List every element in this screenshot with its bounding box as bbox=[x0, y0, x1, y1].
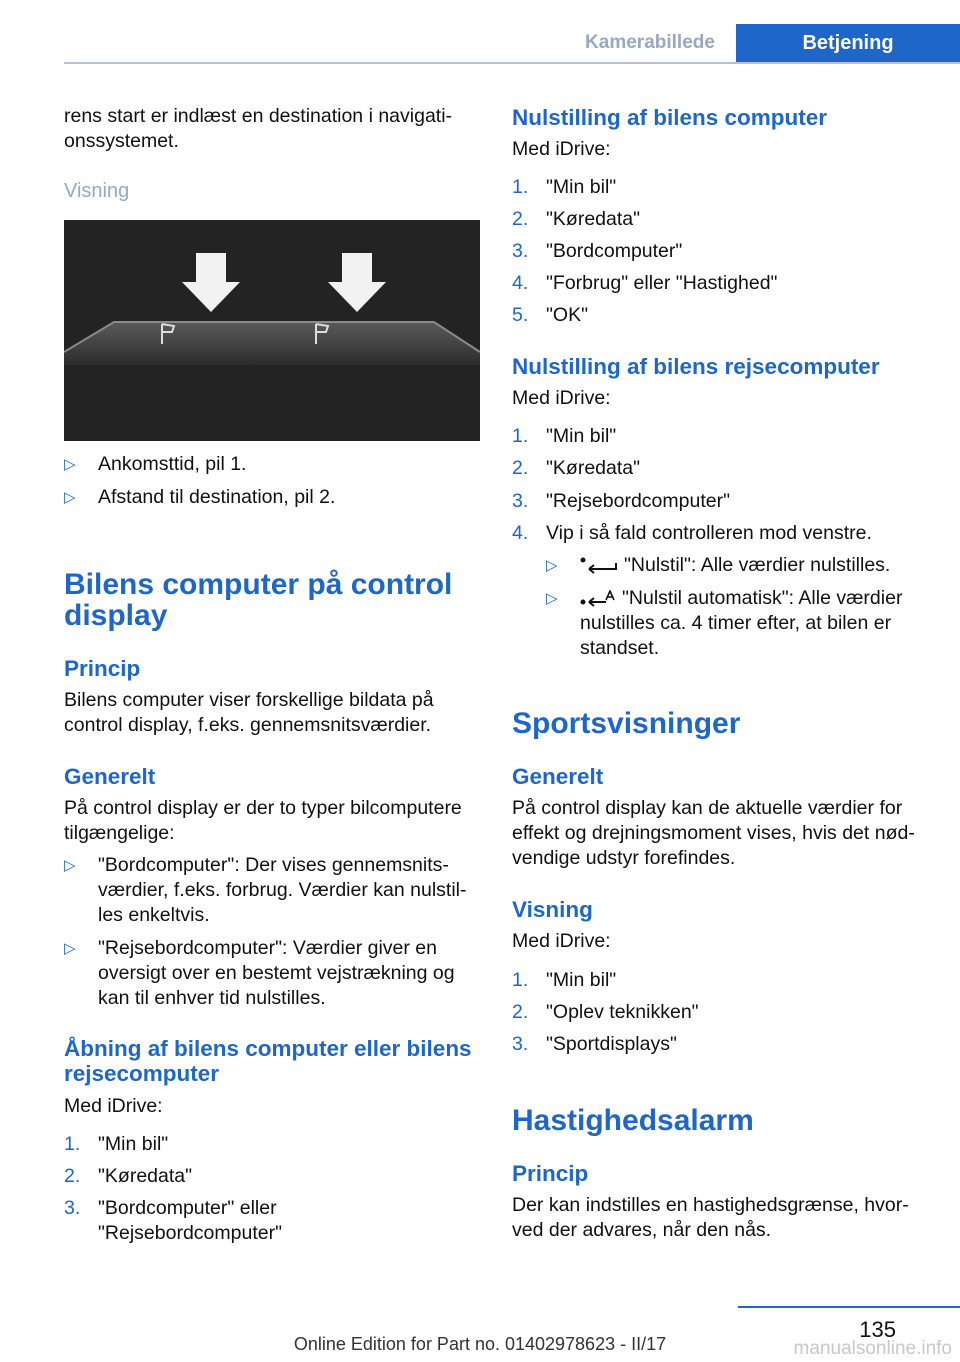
section-title: Sportsvisninger bbox=[512, 707, 741, 740]
active-section-tab[interactable]: Betjening bbox=[736, 24, 960, 62]
reset-icon bbox=[580, 557, 618, 575]
paragraph: Bilens computer viser forskellige bildata på control display, f.eks. gennemsnitsværdier. bbox=[64, 689, 434, 736]
auto-reset-icon bbox=[580, 590, 616, 608]
subsection-title: Åbning af bilens computer eller bilens rejsecomputer bbox=[64, 1036, 472, 1086]
paragraph: På control display kan de aktuelle værdier for effekt og drejningsmoment vises, hvis det nød- vendige udstyr forefindes. bbox=[512, 797, 915, 869]
subsection-title: Princip bbox=[512, 1161, 589, 1186]
subsection-title: Generelt bbox=[64, 764, 156, 789]
section-title: Bilens computer på control display bbox=[64, 568, 453, 632]
edition-footer: Online Edition for Part no. 01402978623 - II/17 bbox=[293, 1334, 667, 1354]
header-rule bbox=[64, 62, 960, 64]
subsection-title: Nulstilling af bilens rejsecomputer bbox=[512, 354, 880, 379]
intro-text: rens start er indlæst en destination i navigati- onssystemet. bbox=[64, 105, 453, 152]
bullet-icon: ▷ bbox=[64, 940, 76, 957]
subsection-title: Generelt bbox=[512, 764, 604, 789]
subsection-title: Nulstilling af bilens computer bbox=[512, 105, 828, 130]
bullet-icon: ▷ bbox=[546, 590, 558, 607]
paragraph: Med iDrive: bbox=[512, 930, 611, 952]
section-title: Hastighedsalarm bbox=[512, 1104, 754, 1137]
arrival-display-figure bbox=[64, 220, 480, 441]
arrow-down-icon bbox=[328, 253, 386, 312]
watermark: manualsonline.info bbox=[793, 1338, 952, 1359]
footer-rule bbox=[738, 1306, 960, 1308]
display-illustration bbox=[64, 220, 480, 441]
header-tabs bbox=[564, 24, 960, 62]
paragraph: Med iDrive: bbox=[512, 387, 611, 409]
bullet-icon: ▷ bbox=[64, 456, 76, 473]
paragraph: Med iDrive: bbox=[512, 138, 611, 160]
section-tab[interactable]: Kamerabillede bbox=[564, 24, 736, 62]
subsection-title: Princip bbox=[64, 656, 141, 681]
display-bar bbox=[64, 322, 480, 365]
bullet-icon: ▷ bbox=[64, 489, 76, 506]
page-number: 135 bbox=[859, 1317, 896, 1342]
subsection-title: Visning bbox=[512, 897, 593, 922]
paragraph: Med iDrive: bbox=[64, 1095, 163, 1117]
bullet-icon: ▷ bbox=[64, 857, 76, 874]
paragraph: På control display er der to typer bilcomputere tilgængelige: bbox=[64, 797, 462, 844]
bullet-icon: ▷ bbox=[546, 557, 558, 574]
visning-label: Visning bbox=[64, 180, 130, 202]
paragraph: Der kan indstilles en hastighedsgrænse, hvor- ved der advares, når den nås. bbox=[512, 1194, 909, 1241]
arrow-down-icon bbox=[182, 253, 240, 312]
